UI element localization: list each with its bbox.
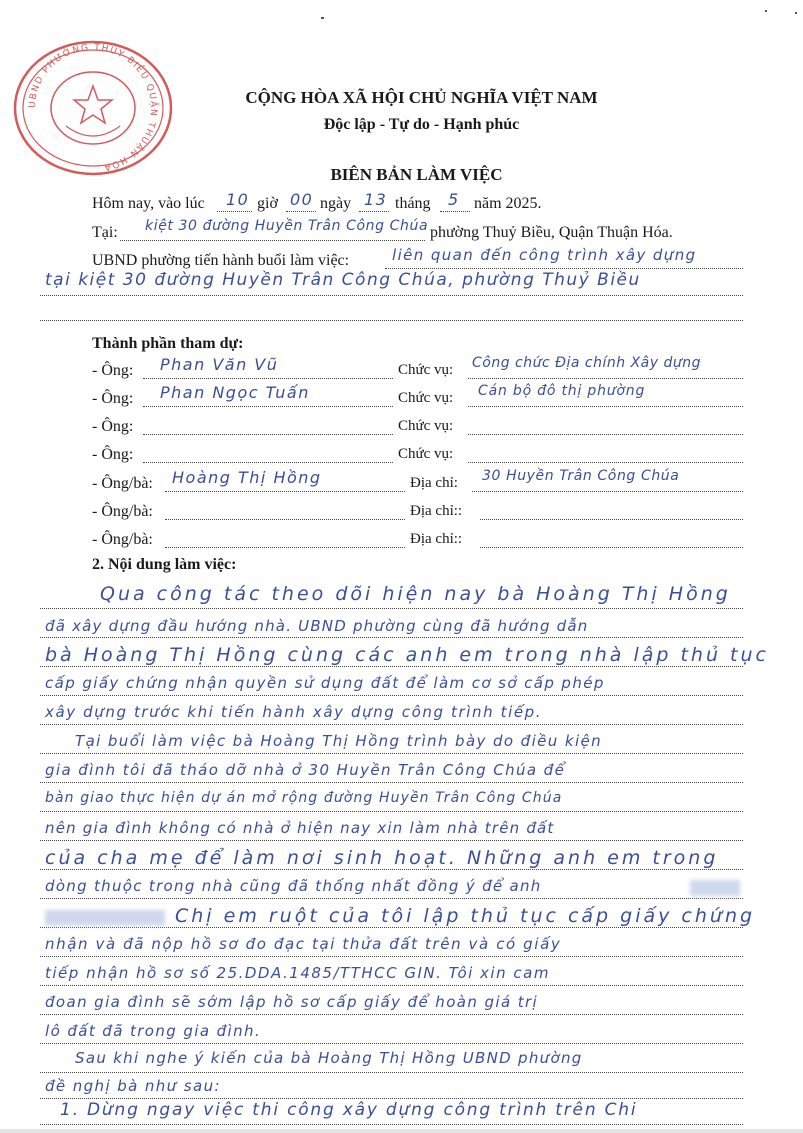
content-line: Tại buổi làm việc bà Hoàng Thị Hồng trình bày do điều kiện <box>75 732 603 750</box>
hour-blank <box>217 211 252 212</box>
content-line: gia đình tôi đã tháo dỡ nhà ở 30 Huyền Trân Công Chúa để <box>45 761 566 779</box>
content-line: cấp giấy chứng nhận quyền sử dụng đất để làm cơ sở cấp phép <box>45 674 605 692</box>
content-heading: 2. Nội dung làm việc: <box>92 556 237 573</box>
participant-address: 30 Huyền Trân Công Chúa <box>482 468 680 484</box>
content-line: dòng thuộc trong nhà cũng đã thống nhất đồng ý để anh <box>45 877 542 895</box>
scan-speck <box>765 10 767 12</box>
date-lead: Hôm nay, vào lúc <box>92 195 205 212</box>
hour-value: 10 <box>226 190 250 209</box>
content-line: 1. Dừng ngay việc thi công xây dựng công trình trên Chi <box>60 1100 638 1120</box>
day-label: ngày <box>320 195 352 212</box>
content-line: đề nghị bà như sau: <box>45 1077 221 1095</box>
place-value: kiệt 30 đường Huyền Trân Công Chúa <box>145 218 429 234</box>
content-line: xây dựng trước khi tiến hành xây dựng công trình tiếp. <box>45 703 543 721</box>
content-line: của cha mẹ để làm nơi sinh hoạt. Những anh em trong <box>45 847 719 869</box>
national-motto: Độc lập - Tự do - Hạnh phúc <box>323 116 520 133</box>
scan-edge <box>0 1129 803 1133</box>
participant-role: Công chức Địa chính Xây dựng <box>472 355 701 371</box>
content-line: lô đất đã trong gia đình. <box>45 1022 262 1040</box>
svg-text:UBND PHƯỜNG THỦY BIỀU QUẬN THU: UBND PHƯỜNG THỦY BIỀU QUẬN THUẬN HÓA <box>27 42 159 173</box>
place-label: Tại: <box>92 224 118 241</box>
redacted-name <box>45 910 165 926</box>
purpose-blank <box>40 320 743 321</box>
content-line: tiếp nhận hồ sơ số 25.DDA.1485/TTHCC GIN. Tôi xin cam <box>45 964 550 982</box>
scan-speck <box>321 17 324 19</box>
content-line: bà Hoàng Thị Hồng cùng các anh em trong nhà lập thủ tục <box>45 644 769 666</box>
participants-heading: Thành phần tham dự: <box>92 335 244 352</box>
year-text: năm 2025. <box>474 195 542 212</box>
content-line: đoan gia đình sẽ sớm lập hồ sơ cấp giấy để hoàn giá trị <box>45 993 539 1011</box>
redacted-name <box>690 880 740 896</box>
purpose-blank <box>40 295 743 296</box>
purpose-line-2: tại kiệt 30 đường Huyền Trân Công Chúa, phường Thuỷ Biều <box>45 270 641 290</box>
scan-speck <box>795 12 797 14</box>
place-blank <box>120 240 425 241</box>
participant-name: Phan Văn Vũ <box>160 355 279 374</box>
minute-value: 00 <box>290 190 314 209</box>
content-line: bàn giao thực hiện dự án mở rộng đường Huyền Trân Công Chúa <box>45 790 563 806</box>
meeting-purpose-label: UBND phường tiến hành buổi làm việc: <box>92 252 350 269</box>
participant-name: Hoàng Thị Hồng <box>172 468 322 487</box>
document-title: BIÊN BẢN LÀM VIỆC <box>330 165 503 184</box>
month-label: tháng <box>395 195 431 212</box>
month-value: 5 <box>448 190 460 209</box>
content-line: Qua công tác theo dõi hiện nay bà Hoàng Thị Hồng <box>100 583 731 605</box>
content-line: đã xây dựng đầu hướng nhà. UBND phường cùng đã hướng dẫn <box>45 617 589 635</box>
hour-label: giờ <box>257 195 278 212</box>
day-value: 13 <box>364 190 388 209</box>
place-tail: phường Thuỷ Biều, Quận Thuận Hóa. <box>430 224 673 241</box>
participant-role: Cán bộ đô thị phường <box>478 383 646 399</box>
purpose-line-1: liên quan đến công trình xây dựng <box>392 246 697 264</box>
country-name: CỘNG HÒA XÃ HỘI CHỦ NGHĨA VIỆT NAM <box>245 88 598 107</box>
purpose-blank <box>385 268 743 269</box>
participant-name: Phan Ngọc Tuấn <box>160 383 310 402</box>
official-stamp <box>8 38 178 178</box>
content-line: nên gia đình không có nhà ở hiện nay xin làm nhà trên đất <box>45 819 555 837</box>
content-line: nhận và đã nộp hồ sơ đo đạc tại thửa đất trên và có giấy <box>45 935 562 953</box>
content-line: Chị em ruột của tôi lập thủ tục cấp giấy chứng <box>175 905 756 927</box>
content-line: Sau khi nghe ý kiến của bà Hoàng Thị Hồng UBND phường <box>75 1049 583 1067</box>
month-blank <box>440 211 470 212</box>
day-blank <box>359 211 389 212</box>
document-page: UBND PHƯỜNG THỦY BIỀU QUẬN THUẬN HÓA CỘNG HÒA XÃ HỘI CHỦ NGHĨA VIỆT NAM Độc lập - Tự do - Hạnh phúc BIÊN BẢN LÀM VIỆC Hôm nay, vào lúc 10 giờ 00 ngày 13 tháng 5 năm 2025. Tại: kiệt 30 đường Huyền Trân Công Chúa phường Thuỷ Biều, Quận Thuận Hóa. UBND phường tiến hành buổi làm việc: liên quan đến công trình xây dựng tại kiệt 30 đường Huyền Trân Công Chúa, phường Thuỷ Biều Thành phần tham dự: - Ông: Phan Văn Vũ Chức vụ: Công chức Địa chính Xây dựng - Ông: Phan Ngọc Tuấn Chức vụ: Cán bộ đô thị phường - Ông: Chức vụ: - Ông: Chức vụ: - Ông/bà: Hoàng Thị Hồng Địa chỉ: 30 Huyền Trân Công Chúa - Ông/bà: Địa chỉ:: - Ông/bà: Địa chỉ:: 2. Nội dung làm việc: Qua công tác theo dõi hiện nay bà Hoàng Thị Hồng đã xây dựng đầu hướng nhà. UBND phường cùng đã hướng dẫn bà Hoàng Thị Hồng cùng các anh em trong nhà lập thủ tục cấp giấy chứng nhận quyền sử dụng đất để làm cơ sở cấp phép xây dựng trước khi tiến hành xây dựng công trình tiếp. Tại buổi làm việc bà Hoàng Thị Hồng trình bày do điều kiện gia đình tôi đã tháo dỡ nhà ở 30 Huyền Trân Công Chúa để bàn giao thực hiện dự án mở rộng đường Huyền Trân Công Chúa nên gia đình không có nhà ở hiện nay xin làm nhà trên đất của cha mẹ để làm nơi sinh hoạt. Những anh em trong dòng thuộc trong nhà cũng đã thống nhất đồng ý để anh Chị em ruột của tôi lập thủ tục cấp giấy chứng nhận và đã nộp hồ sơ đo đạc tại thửa đất trên và có giấy tiếp nhận hồ sơ số 25.DDA.1485/TTHCC GIN. Tôi xin cam đoan gia đình sẽ sớm lập hồ sơ cấp giấy để hoàn giá trị lô đất đã trong gia đình. Sau khi nghe ý kiến của bà Hoàng Thị Hồng UBND phường đề nghị bà như sau: 1. Dừng ngay việc thi công xây dựng công trình trên Chi <box>0 0 803 1133</box>
minute-blank <box>286 211 316 212</box>
